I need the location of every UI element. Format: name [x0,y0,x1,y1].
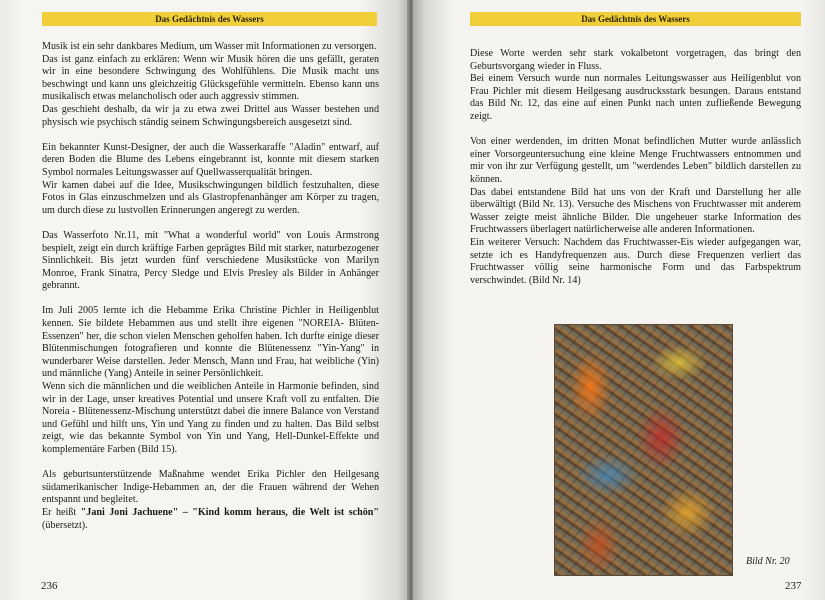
left-page-body [42,41,379,532]
page-number-left: 236 [41,580,58,592]
paragraph: Das Wasserfoto Nr.11, mit "What a wonderful world" von Louis Armstrong bespielt, zeigt ein durch kräftige Farben geprägtes Bild mit starker, naturbezogener Sinnlichkeit. Bis jetzt wurden fünf verschiedene Musikstücke von Marilyn Monroe, Frank Sinatra, Percy Sledge und Elvis Presley als Bilder in Anhänger gebrannt. [42,229,379,292]
paragraph: Das ist ganz einfach zu erklären: Wenn wir Musik hören die uns gefällt, geraten wir in eine besondere Schwingung des Wohlfühlens. Die Musik macht uns beschwingt und kann uns gleichzeitig Glücksgefühle vermitteln. Ebenso kann uns musikalisch etwas melancholisch oder auch aggressiv stimmen. [42,53,379,103]
paragraph: Als geburtsunterstützende Maßnahme wendet Erika Pichler den Heilgesang südamerikanischer Indige-Hebammen an, der die Frauen während der Wehen entspannt und begleitet. [42,469,379,506]
photo-caption: Bild Nr. 20 [746,556,790,567]
paragraph: Bei einem Versuch wurde nun normales Leitungswasser aus Heiligenblut von Frau Pichler mit diesem Heilgesang ausdrucksstark besungen. Daraus entstand das Bild Nr. 12, das eine auf einen Punkt nach unten zufließende Bewegung zeigt. [470,73,801,122]
page-number-right: 237 [785,580,802,592]
right-page-body [470,48,801,287]
song-title-line [42,507,379,532]
song-line-prefix: Er heißt [42,506,81,518]
song-title: "Jani Joni Jachuene" – "Kind komm heraus, die Welt ist schön" [80,506,379,518]
paragraph: Von einer werdenden, im dritten Monat befindlichen Mutter wurde anlässlich einer Vorsorgeuntersuchung eine kleine Menge Fruchtwassers entnommen und mir von ihr zur Verfügung gestellt, um "werdendes Leben" bildlich darstellen zu können. [470,136,801,185]
right-page [413,0,825,600]
running-header-right: Das Gedächtnis des Wassers [470,12,801,26]
paragraph: Diese Worte werden sehr stark vokalbetont vorgetragen, das bringt den Geburtsvorgang wieder in Fluss. [470,48,801,72]
paragraph: Wenn sich die männlichen und die weiblichen Anteile in Harmonie befinden, sind wir in der Lage, unser kreatives Potential und unsere Kraft voll zu entfalten. Die Noreia - Blütenessenz-Mischung unterstützt dabei die innere Balance von Verstand und Gefühl und hilft uns, Yin und Yang zu finden und zu halten. Das Bild selbst zeigt, wie das bekannte Symbol von Yin und Yang, Hell-Dunkel-Effekte und komplementäre Farben (Bild 15). [42,381,379,455]
paragraph: Das dabei entstandene Bild hat uns von der Kraft und Darstellung her alle überwältigt (Bild Nr. 13). Versuche des Mischens von Fruchtwasser mit anderem Wasser zeigte meist ähnliche Bilder. Die ungeheuer starke Information des Fruchtwassers überlagert natürlicherweise alle anderen Informationen. [470,186,801,236]
running-header-left: Das Gedächtnis des Wassers [42,12,377,26]
paragraph: Wir kamen dabei auf die Idee, Musikschwingungen bildlich festzuhalten, diese Fotos in Glas einzuschmelzen und als Glastropfenanhänger am Körper zu tragen, um durch diese zu lustvollen Erinnerungen angeregt zu werden. [42,179,379,216]
paragraph: Das geschieht deshalb, da wir ja zu etwa zwei Drittel aus Wasser bestehen und physisch wie psychisch ständig seinem Schwingungsbereich ausgesetzt sind. [42,103,379,128]
water-crystal-photo [554,324,733,576]
paragraph: Ein bekannter Kunst-Designer, der auch die Wasserkaraffe "Aladin" entwarf, auf deren Boden die Blume des Lebens eingebrannt ist, konnte mit diesem starken Symbol normales Leitungswasser auf Quellwasserqualität bringen. [42,141,379,178]
paragraph: Ein weiterer Versuch: Nachdem das Fruchtwasser-Eis wieder aufgegangen war, setzte ich es Handyfrequenzen aus. Durch diese Frequenzen verliert das Fruchtwasser völlig seine harmonische Form und das Farbspektrum verschwindet. (Bild Nr. 14) [470,236,801,286]
song-line-suffix: (übersetzt). [42,519,88,531]
paragraph: Im Juli 2005 lernte ich die Hebamme Erika Christine Pichler in Heiligenblut kennen. Sie bildete Hebammen aus und stellt ihre eigenen "NOREIA- Blüten-Essenzen" her, die schon vielen Menschen geholfen haben. Ich durfte einige dieser Blütenmischungen fotografieren und konnte die Blütenessenz "Yin-Yang" in wunderbarer Weise darstellen. Jeder Mensch, Mann und Frau, hat weibliche (Yin) und männliche (Yang) Anteile in seiner Persönlichkeit. [42,305,379,380]
paragraph: Musik ist ein sehr dankbares Medium, um Wasser mit Informationen zu versorgen. [42,41,377,52]
left-page [0,0,409,600]
